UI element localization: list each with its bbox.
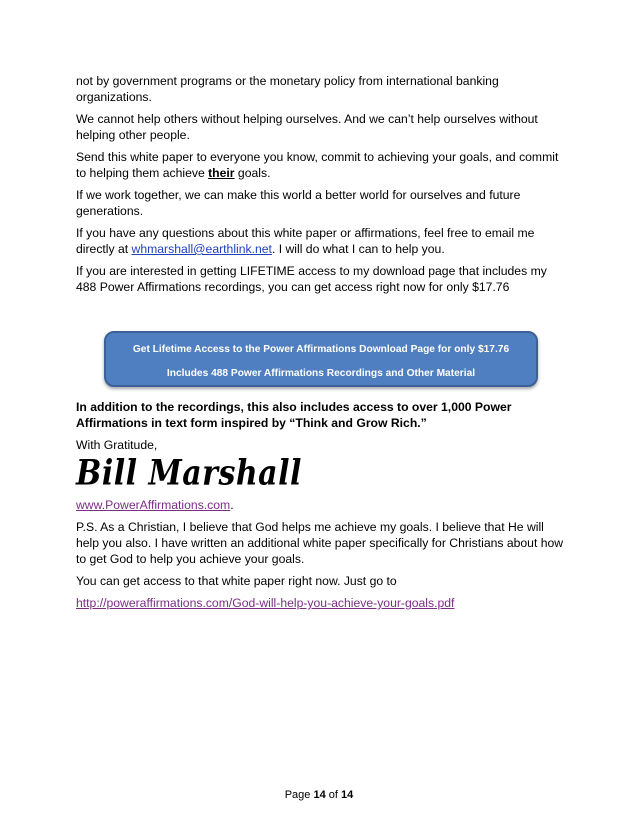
- paragraph-website: [76, 497, 568, 513]
- page-footer: [0, 788, 638, 802]
- paragraph-pdf-link: [76, 595, 568, 611]
- paragraph-ps: P.S. As a Christian, I believe that God helps me achieve my goals. I believe that He will help you also. I have written an additional white paper specifically for Christians about how to get God to help you achieve your goals.: [76, 520, 564, 566]
- document-body: [76, 73, 568, 617]
- page-total: 14: [341, 789, 354, 801]
- paragraph-send-paper: [76, 149, 568, 181]
- paragraph-help-others: We cannot help others without helping ourselves. And we can’t help ourselves without helping other people.: [76, 112, 538, 142]
- paragraph-access-now: You can get access to that white paper right now. Just go to: [76, 574, 397, 588]
- paragraph-banking: not by government programs or the monetary policy from international banking organizations.: [76, 74, 499, 104]
- send-paper-text: Send this white paper to everyone you know, commit to achieving your goals, and commit to helping them achieve: [76, 150, 559, 180]
- website-period: .: [230, 498, 234, 512]
- cta-container: [76, 301, 568, 399]
- paragraph-recordings-bonus: In addition to the recordings, this also includes access to over 1,000 Power Affirmations in text form inspired by “Think and Grow Rich.”: [76, 400, 512, 430]
- send-paper-end: goals.: [234, 166, 271, 180]
- website-link[interactable]: www.PowerAffirmations.com: [76, 498, 231, 512]
- paragraph-questions: [76, 225, 568, 257]
- cta-subtitle: Includes 488 Power Affirmations Recordings and Other Material: [166, 368, 476, 379]
- page-label: Page: [284, 789, 314, 801]
- cta-title: Get Lifetime Access to the Power Affirmations Download Page for only $17.76: [132, 344, 510, 355]
- pdf-link[interactable]: http://poweraffirmations.com/God-will-help-you-achieve-your-goals.pdf: [76, 596, 455, 610]
- email-link[interactable]: whmarshall@earthlink.net: [131, 242, 272, 256]
- questions-end: . I will do what I can to help you.: [271, 242, 445, 256]
- paragraph-work-together: If we work together, we can make this world a better world for ourselves and future generations.: [76, 188, 521, 218]
- their-emphasis: their: [208, 166, 235, 180]
- lifetime-access-button[interactable]: [104, 331, 538, 387]
- closing-gratitude: With Gratitude,: [76, 438, 158, 452]
- questions-text: If you have any questions about this white paper or affirmations, feel free to email me directly at: [76, 226, 535, 256]
- paragraph-lifetime-access: If you are interested in getting LIFETIME access to my download page that includes my 488 Power Affirmations recordings, you can get access right now for only $17.76: [76, 264, 547, 294]
- of-label: of: [325, 789, 342, 801]
- page-number: 14: [313, 789, 326, 801]
- signature: Bill Marshall: [76, 453, 302, 494]
